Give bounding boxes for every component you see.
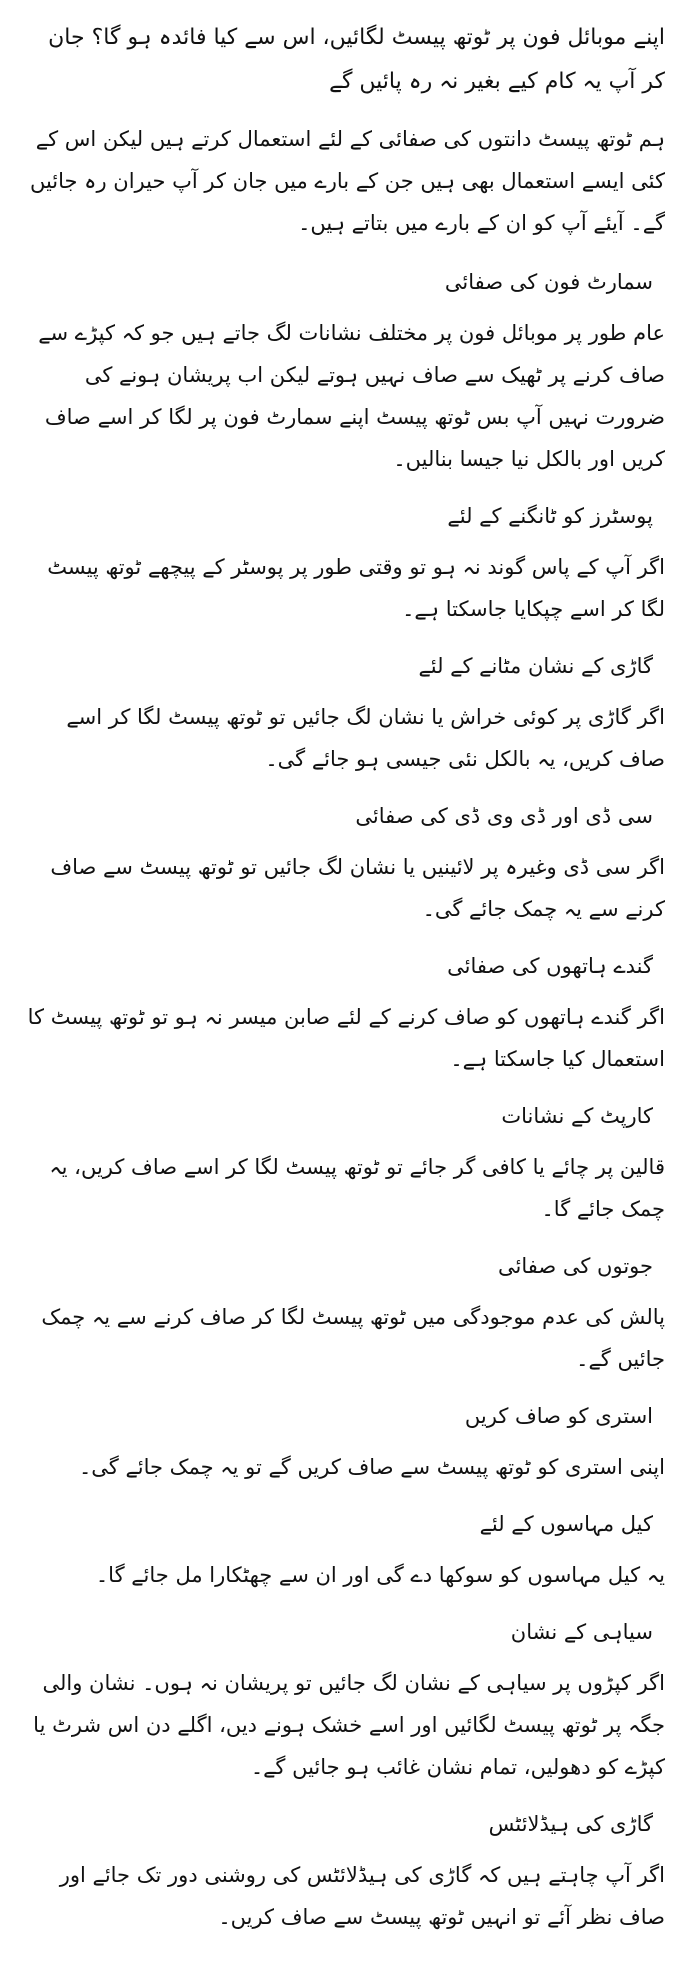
section-heading: گندے ہاتھوں کی صفائی <box>447 954 653 978</box>
section-acne <box>20 1504 665 1596</box>
section-heading: سی ڈی اور ڈی وی ڈی کی صفائی <box>355 804 653 828</box>
section-heading: استری کو صاف کریں <box>464 1404 653 1428</box>
section-body: اگر آپ کے پاس گوند نہ ہو تو وقتی طور پر پوسٹر کے پیچھے ٹوتھ پیسٹ لگا کر اسے چپکایا جاسکتا ہے۔ <box>47 555 665 621</box>
section-car-scratches <box>20 646 665 780</box>
section-car-headlights <box>20 1804 665 1938</box>
section-heading: جوتوں کی صفائی <box>498 1254 653 1278</box>
section-dirty-hands <box>20 946 665 1080</box>
section-iron-cleaning <box>20 1396 665 1488</box>
section-body: قالین پر چائے یا کافی گر جائے تو ٹوتھ پیسٹ لگا کر اسے صاف کریں، یہ چمک جائے گا۔ <box>49 1155 665 1221</box>
section-body: اپنی استری کو ٹوتھ پیسٹ سے صاف کریں گے تو یہ چمک جائے گی۔ <box>79 1455 665 1479</box>
section-heading: گاڑی کے نشان مٹانے کے لئے <box>418 654 653 678</box>
section-carpet-stains <box>20 1096 665 1230</box>
section-smartphone-cleaning <box>20 262 665 480</box>
section-heading: سمارٹ فون کی صفائی <box>444 270 653 294</box>
section-heading: کیل مہاسوں کے لئے <box>479 1512 653 1536</box>
section-heading: گاڑی کی ہیڈلائٹس <box>488 1812 653 1836</box>
section-body: اگر گندے ہاتھوں کو صاف کرنے کے لئے صابن میسر نہ ہو تو ٹوتھ پیسٹ کا استعمال کیا جاسکتا ہے۔ <box>27 1005 665 1071</box>
section-body: اگر کپڑوں پر سیاہی کے نشان لگ جائیں تو پریشان نہ ہوں۔ نشان والی جگہ پر ٹوتھ پیسٹ لگائیں اور اسے خشک ہونے دیں، اگلے دن اس شرٹ یا کپڑے کو دھولیں، تمام نشان غائب ہو جائیں گے۔ <box>33 1671 665 1779</box>
section-shoe-cleaning <box>20 1246 665 1380</box>
section-heading: سیاہی کے نشان <box>510 1620 653 1644</box>
section-cd-dvd-cleaning <box>20 796 665 930</box>
section-body: اگر سی ڈی وغیرہ پر لائینیں یا نشان لگ جائیں تو ٹوتھ پیسٹ سے صاف کرنے سے یہ چمک جائے گی۔ <box>50 855 665 921</box>
section-body: عام طور پر موبائل فون پر مختلف نشانات لگ جاتے ہیں جو کہ کپڑے سے صاف کرنے پر ٹھیک سے صاف نہیں ہوتے لیکن اب پریشان ہونے کی ضرورت نہیں آپ بس ٹوتھ پیسٹ اپنے سمارٹ فون پر لگا کر اسے صاف کریں اور بالکل نیا جیسا بنالیں۔ <box>38 321 665 471</box>
section-heading: پوسٹرز کو ٹانگنے کے لئے <box>447 504 653 528</box>
section-body: یہ کیل مہاسوں کو سوکھا دے گی اور ان سے چھٹکارا مل جائے گا۔ <box>95 1563 665 1587</box>
article-title: اپنے موبائل فون پر ٹوتھ پیسٹ لگائیں، اس سے کیا فائدہ ہو گا؟ جان کر آپ یہ کام کیے بغیر نہ رہ پائیں گے <box>48 25 665 94</box>
section-body: اگر آپ چاہتے ہیں کہ گاڑی کی ہیڈلائٹس کی روشنی دور تک جائے اور صاف نظر آئے تو انہیں ٹوتھ پیسٹ سے صاف کریں۔ <box>59 1863 665 1929</box>
section-ink-stains <box>20 1612 665 1788</box>
section-hanging-posters <box>20 496 665 630</box>
section-body: پالش کی عدم موجودگی میں ٹوتھ پیسٹ لگا کر صاف کرنے سے یہ چمک جائیں گے۔ <box>41 1305 665 1371</box>
section-heading: کارپٹ کے نشانات <box>501 1104 653 1128</box>
article-intro: ہم ٹوتھ پیسٹ دانتوں کی صفائی کے لئے استعمال کرتے ہیں لیکن اس کے کئی ایسے استعمال بھی ہیں جن کے بارے میں جان کر آپ حیران رہ جائیں گے۔ آیئے آپ کو ان کے بارے میں بتاتے ہیں۔ <box>29 127 665 235</box>
section-body: اگر گاڑی پر کوئی خراش یا نشان لگ جائیں تو ٹوتھ پیسٹ لگا کر اسے صاف کریں، یہ بالکل نئی جیسی ہو جائے گی۔ <box>66 705 665 771</box>
